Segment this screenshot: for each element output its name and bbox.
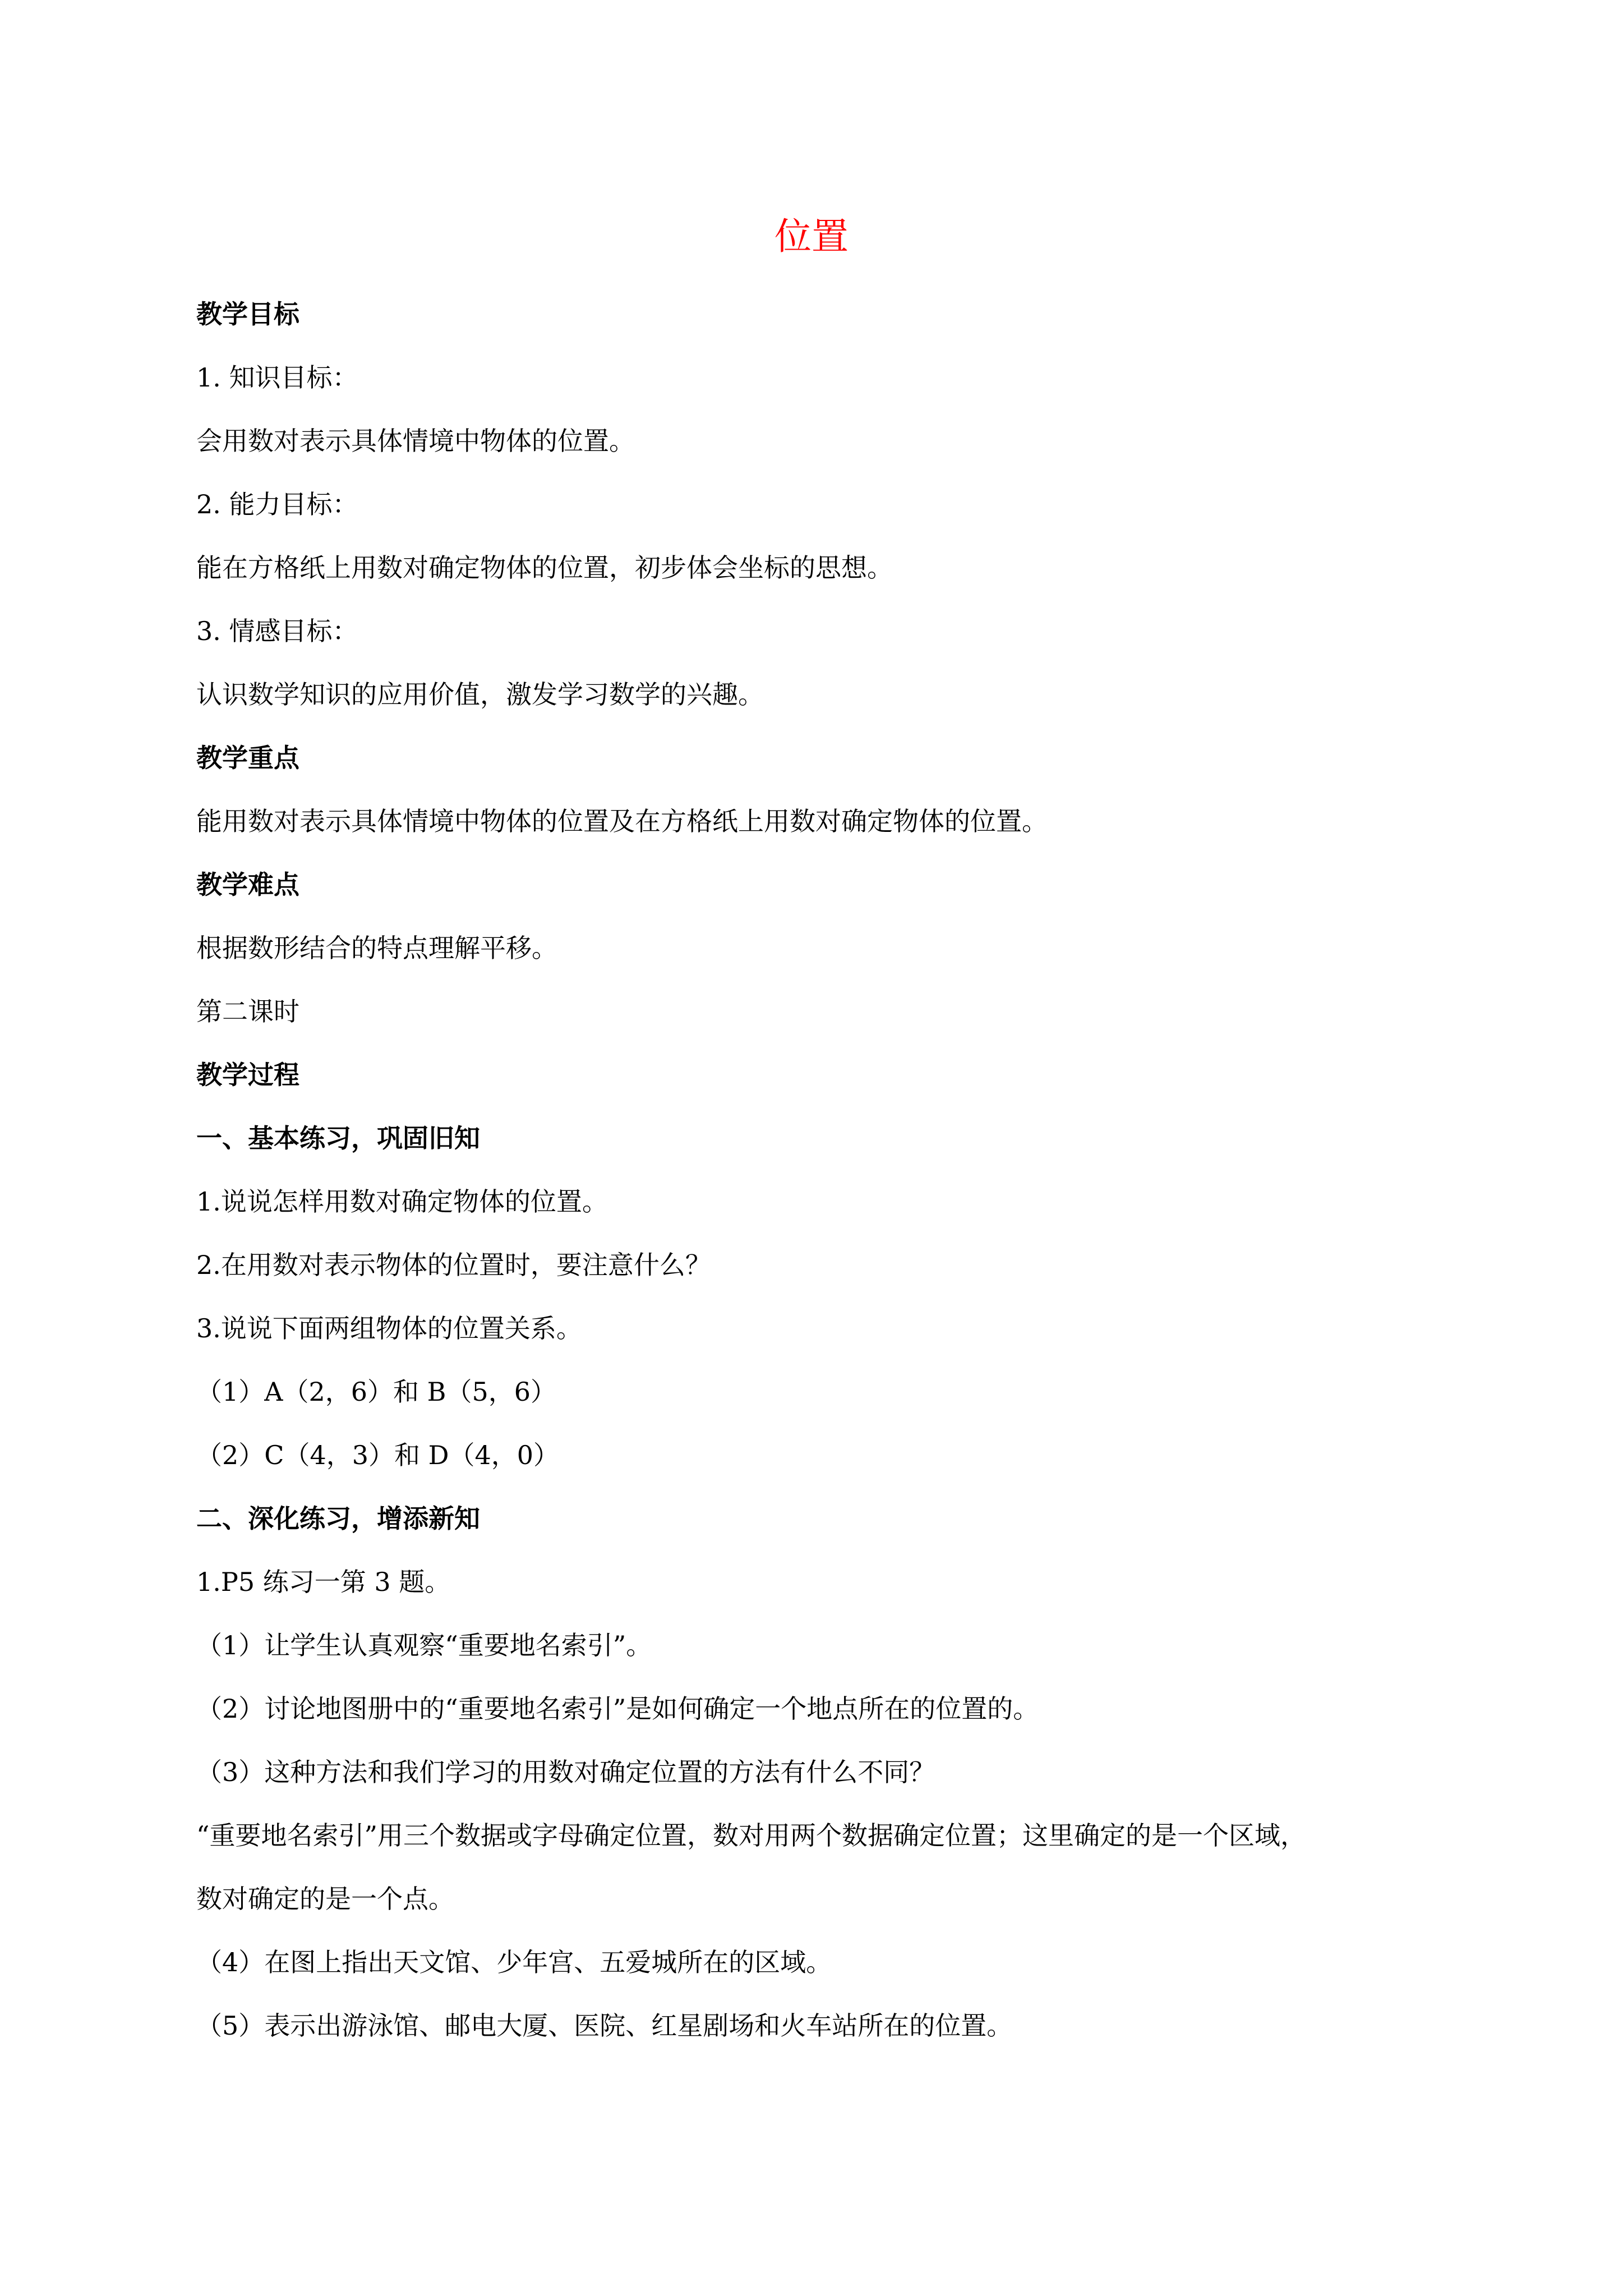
section-2-item-4: （4）在图上指出天文馆、少年宫、五爱城所在的区域。: [196, 1947, 832, 1977]
process-heading: 教学过程: [196, 1060, 299, 1090]
section-1-question-3-b: （2）C（4，3）和 D（4，0）: [196, 1440, 560, 1470]
page-title: 位置: [774, 215, 849, 258]
section-2-question-1: 1.P5 练习一第 3 题。: [196, 1567, 451, 1597]
difficult-points-text: 根据数形结合的特点理解平移。: [196, 933, 557, 963]
section-2-item-1: （1）让学生认真观察“重要地名索引”。: [196, 1630, 652, 1660]
section-2-answer-line-1: “重要地名索引”用三个数据或字母确定位置，数对用两个数据确定位置；这里确定的是一个区域，: [196, 1820, 1307, 1851]
section-2-answer-line-2: 数对确定的是一个点。: [196, 1884, 454, 1914]
objective-2-text: 能在方格纸上用数对确定物体的位置，初步体会坐标的思想。: [196, 553, 893, 583]
objective-3-label: 3. 情感目标：: [196, 616, 358, 646]
section-1-heading: 一、基本练习，巩固旧知: [196, 1123, 480, 1153]
section-2-heading: 二、深化练习，增添新知: [196, 1503, 480, 1534]
section-1-question-2: 2.在用数对表示物体的位置时，要注意什么？: [196, 1250, 711, 1280]
lesson-label: 第二课时: [196, 996, 299, 1027]
section-1-question-3-a: （1）A（2，6）和 B（5，6）: [196, 1377, 556, 1407]
objective-3-text: 认识数学知识的应用价值，激发学习数学的兴趣。: [196, 679, 764, 710]
objective-1-label: 1. 知识目标：: [196, 362, 358, 393]
difficult-points-heading: 教学难点: [196, 869, 299, 900]
key-points-text: 能用数对表示具体情境中物体的位置及在方格纸上用数对确定物体的位置。: [196, 806, 1048, 836]
section-1-question-3: 3.说说下面两组物体的位置关系。: [196, 1313, 582, 1343]
objective-1-text: 会用数对表示具体情境中物体的位置。: [196, 426, 635, 456]
objectives-heading: 教学目标: [196, 299, 299, 329]
section-2-item-3: （3）这种方法和我们学习的用数对确定位置的方法有什么不同？: [196, 1757, 935, 1787]
key-points-heading: 教学重点: [196, 743, 299, 773]
objective-2-label: 2. 能力目标：: [196, 489, 358, 519]
section-2-item-2: （2）讨论地图册中的“重要地名索引”是如何确定一个地点所在的位置的。: [196, 1694, 1039, 1724]
section-2-item-5: （5）表示出游泳馆、邮电大厦、医院、红星剧场和火车站所在的位置。: [196, 2010, 1013, 2041]
section-1-question-1: 1.说说怎样用数对确定物体的位置。: [196, 1186, 608, 1217]
